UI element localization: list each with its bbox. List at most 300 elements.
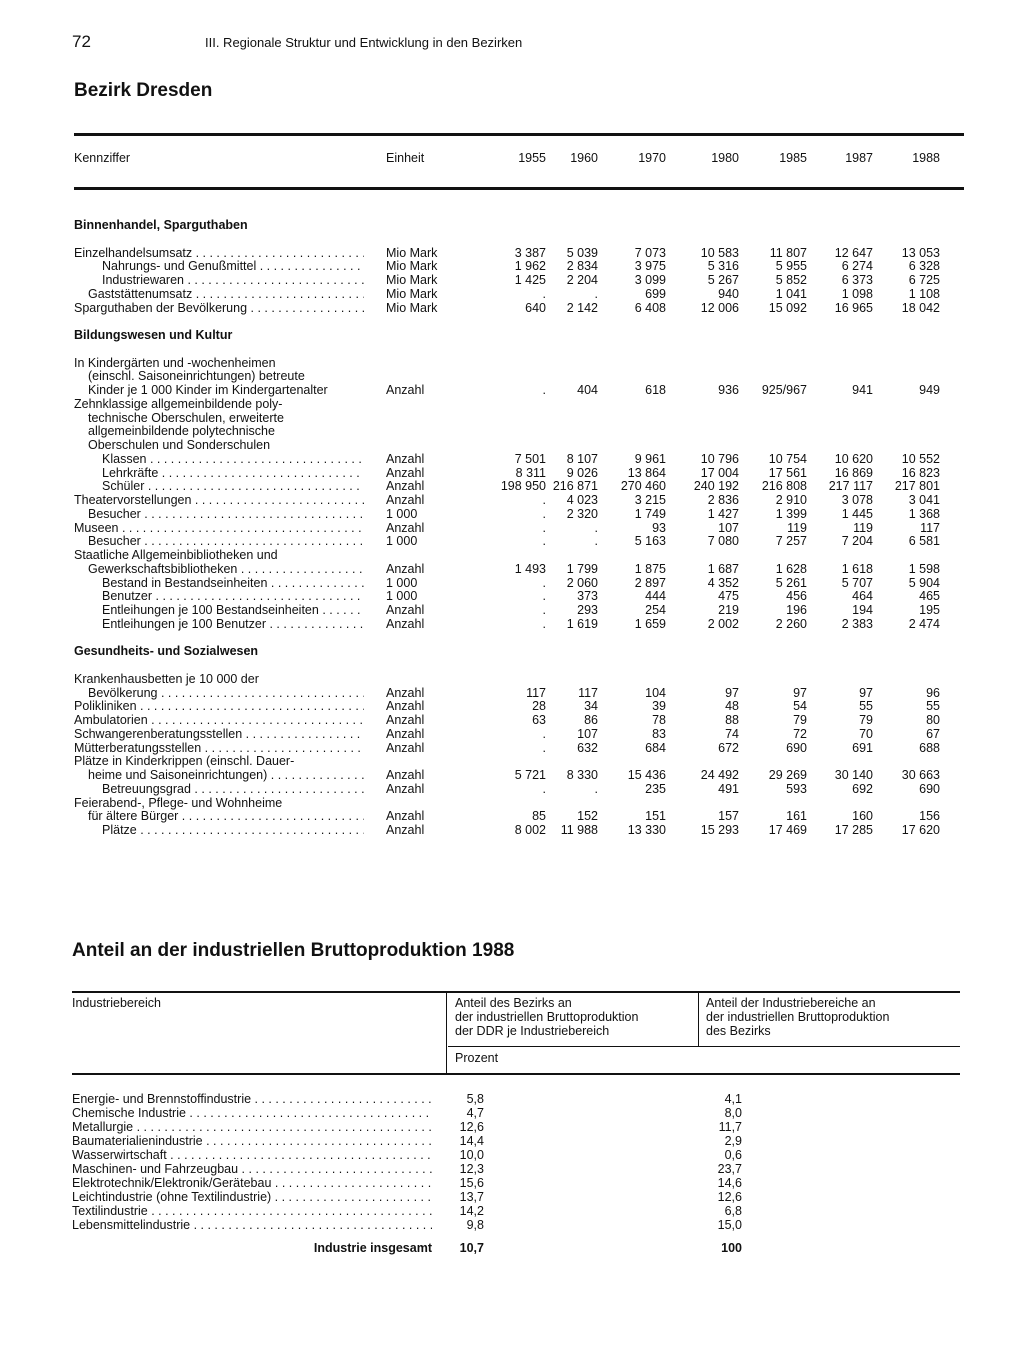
table-row	[72, 1106, 972, 1120]
row-label: Entleihungen je 100 Bestandseinheiten . . .	[74, 604, 364, 618]
cell-value: 691	[852, 740, 873, 755]
cell-value: 161	[786, 809, 807, 824]
cell-value: 119	[787, 520, 807, 535]
cell-value: 10 796	[700, 451, 739, 466]
cell-value: 79	[859, 713, 873, 727]
row-label: Energie- und Brennstoffindustrie . . .	[72, 1092, 432, 1106]
cell-value: 83	[652, 726, 666, 741]
row-unit: Anzahl	[386, 740, 425, 755]
row-label: Oberschulen und Sonderschulen	[88, 439, 271, 452]
row-label: Bestand in Bestandseinheiten . . .	[74, 577, 364, 591]
table2-header-line: der industriellen Bruttoproduktion	[706, 1010, 890, 1024]
cell-anteil-bezirk: 4,7	[466, 1106, 484, 1120]
cell-value: 6 373	[841, 273, 873, 287]
cell-value: 97	[793, 685, 807, 700]
cell-value: 79	[793, 713, 807, 727]
table-top-rule	[74, 133, 964, 136]
table-row	[74, 439, 964, 453]
table-bruttoproduktion	[72, 1092, 972, 1255]
cell-value: 24 492	[700, 768, 739, 782]
cell-value: 15 092	[768, 300, 807, 315]
row-unit: Mio Mark	[386, 259, 438, 274]
row-unit: Mio Mark	[386, 300, 438, 315]
cell-value: 107	[577, 726, 598, 741]
table2-header-industriebereich: Industriebereich	[72, 996, 161, 1010]
cell-value: 1 041	[775, 286, 807, 301]
cell-anteil-industriebereich: 0,6	[724, 1148, 742, 1162]
cell-value: 3 387	[514, 245, 546, 260]
table2-divider-1	[446, 993, 447, 1075]
table-row	[72, 1148, 972, 1162]
cell-value: 10 583	[700, 245, 739, 260]
cell-anteil-bezirk: 5,8	[466, 1092, 484, 1106]
cell-value: 6 328	[908, 259, 940, 274]
cell-value: 117	[526, 685, 546, 700]
table-row	[74, 260, 964, 274]
cell-value: 152	[577, 809, 598, 824]
row-label: Feierabend-, Pflege- und Wohnheime	[74, 796, 283, 810]
cell-value: 216 808	[761, 479, 807, 494]
cell-value: 936	[718, 383, 739, 397]
cell-value: 3 041	[908, 493, 940, 507]
cell-value: 97	[859, 685, 873, 700]
cell-value: .	[542, 726, 546, 741]
section-title-bruttoproduktion: Anteil an der industriellen Bruttoproduktion 1988	[72, 940, 515, 961]
cell-value: 17 561	[768, 465, 807, 480]
cell-anteil-industriebereich: 4,1	[724, 1092, 742, 1106]
cell-value: 2 060	[566, 575, 598, 590]
cell-value: 217 801	[894, 479, 940, 494]
cell-value: 196	[786, 603, 807, 617]
cell-anteil-bezirk: 14,2	[459, 1204, 484, 1218]
row-unit: Anzahl	[386, 685, 425, 700]
cell-value: 940	[718, 286, 739, 301]
cell-value: 11 988	[560, 823, 598, 837]
cell-value: 16 965	[834, 300, 873, 315]
column-header-1970: 1970	[638, 151, 666, 165]
cell-value: 1 659	[634, 616, 666, 631]
cell-value: 2 834	[566, 259, 598, 274]
cell-value: 692	[852, 781, 873, 796]
row-unit: 1 000	[386, 589, 418, 604]
table-row	[74, 563, 964, 577]
table-row	[74, 302, 964, 316]
cell-anteil-bezirk: 13,7	[459, 1190, 484, 1204]
row-unit: Anzahl	[386, 768, 425, 782]
table-row	[74, 370, 964, 384]
total-row	[72, 1241, 972, 1255]
cell-value: 7 073	[634, 245, 666, 260]
cell-value: 63	[532, 713, 546, 727]
cell-value: 6 581	[908, 534, 940, 549]
cell-value: 5 904	[908, 575, 940, 590]
row-label: Sparguthaben der Bevölkerung . . .	[74, 302, 364, 316]
cell-anteil-industriebereich: 11,7	[718, 1120, 742, 1134]
cell-value: 593	[786, 781, 807, 796]
row-label: Industriewaren . . .	[74, 274, 364, 288]
cell-anteil-bezirk: 9,8	[466, 1218, 484, 1232]
row-unit: Anzahl	[386, 781, 425, 796]
table-row	[74, 700, 964, 714]
table2-header-line: der DDR je Industriebereich	[455, 1024, 610, 1038]
cell-value: 10 620	[834, 451, 873, 466]
cell-anteil-industriebereich: 14,6	[717, 1176, 742, 1190]
cell-value: 925/967	[761, 383, 807, 397]
row-label: Polikliniken . . .	[74, 700, 364, 714]
row-label: Staatliche Allgemeinbibliotheken und	[74, 549, 278, 562]
section-heading: Binnenhandel, Sparguthaben	[74, 218, 248, 232]
cell-value: 80	[926, 713, 940, 727]
cell-value: 684	[645, 740, 666, 755]
cell-value: 86	[584, 713, 598, 727]
cell-value: 13 864	[627, 465, 666, 480]
cell-value: 198 950	[500, 479, 546, 494]
cell-anteil-industriebereich: 15,0	[717, 1218, 742, 1232]
cell-value: .	[542, 493, 546, 507]
cell-anteil-industriebereich: 8,0	[724, 1106, 742, 1120]
cell-value: 6 274	[841, 259, 873, 274]
cell-value: 10 754	[768, 451, 807, 466]
table2-unit-prozent: Prozent	[455, 1051, 499, 1065]
table-row	[74, 590, 964, 604]
cell-value: 117	[578, 685, 598, 700]
row-unit: Mio Mark	[386, 245, 438, 260]
table-row	[72, 1204, 972, 1218]
cell-value: 8 002	[514, 823, 546, 837]
page-title: Bezirk Dresden	[74, 80, 213, 101]
cell-value: 2 002	[707, 616, 739, 631]
row-label: Textilindustrie . . .	[72, 1204, 432, 1218]
table-header-rule	[74, 187, 964, 190]
column-header-kennziffer: Kennziffer	[74, 151, 131, 165]
cell-anteil-industriebereich: 6,8	[724, 1204, 742, 1218]
cell-value: 444	[645, 589, 666, 604]
table2-header-line: Anteil der Industriebereiche an	[706, 996, 876, 1010]
cell-value: 1 628	[775, 561, 807, 576]
cell-value: 194	[852, 603, 873, 617]
cell-value: 688	[919, 740, 940, 755]
cell-value: 219	[718, 603, 739, 617]
cell-value: 48	[725, 699, 739, 714]
cell-value: 7 204	[841, 534, 873, 549]
cell-value: 2 260	[775, 616, 807, 631]
cell-value: 1 799	[566, 561, 598, 576]
cell-value: 3 078	[841, 493, 873, 507]
cell-anteil-bezirk: 10,0	[459, 1148, 484, 1162]
row-unit: Anzahl	[386, 493, 425, 507]
cell-value: 690	[786, 740, 807, 755]
cell-anteil-industriebereich: 12,6	[717, 1190, 742, 1204]
row-unit: Anzahl	[386, 520, 425, 535]
cell-value: 465	[919, 589, 940, 604]
row-label: Wasserwirtschaft . . .	[72, 1148, 432, 1162]
row-label: Nahrungs- und Genußmittel . . .	[74, 260, 364, 274]
table-row	[74, 384, 964, 398]
cell-value: 1 618	[841, 561, 873, 576]
cell-value: 34	[584, 699, 598, 714]
cell-value: 30 140	[834, 768, 873, 782]
cell-value: 632	[577, 740, 598, 755]
cell-value: 93	[652, 520, 666, 535]
cell-value: 5 039	[566, 245, 598, 260]
row-unit: Anzahl	[386, 561, 425, 576]
cell-value: .	[594, 781, 598, 796]
table-row	[74, 687, 964, 701]
cell-value: 107	[718, 520, 739, 535]
cell-anteil-bezirk: 14,4	[459, 1134, 484, 1148]
row-label: Metallurgie . . .	[72, 1120, 432, 1134]
cell-value: 16 869	[834, 465, 873, 480]
cell-value: 104	[645, 685, 666, 700]
cell-value: 1 749	[634, 506, 666, 521]
row-label: Museen . . .	[74, 522, 364, 536]
cell-value: 404	[577, 383, 598, 397]
cell-value: 3 099	[634, 273, 666, 287]
cell-value: 6 408	[634, 300, 666, 315]
cell-value: 12 006	[700, 300, 739, 315]
row-label: heime und Saisoneinrichtungen) . . .	[74, 769, 364, 783]
cell-value: 1 687	[707, 561, 739, 576]
cell-value: 9 026	[566, 465, 598, 480]
table-row	[74, 467, 964, 481]
cell-value: 12 647	[834, 245, 873, 260]
cell-value: .	[542, 781, 546, 796]
cell-value: 70	[859, 726, 873, 741]
cell-value: 157	[718, 809, 739, 824]
cell-value: 240 192	[693, 479, 739, 494]
chapter-heading: III. Regionale Struktur und Entwicklung in den Bezirken	[205, 35, 523, 50]
column-header-1955: 1955	[518, 151, 546, 165]
table2-header-rule	[72, 1073, 960, 1075]
table-row	[74, 824, 964, 838]
section-heading: Gesundheits- und Sozialwesen	[74, 644, 259, 659]
cell-anteil-bezirk: 12,6	[459, 1120, 484, 1134]
table2-header-line: des Bezirks	[706, 1024, 771, 1038]
table-row	[74, 673, 964, 687]
row-unit: Anzahl	[386, 479, 425, 494]
table-row	[72, 1218, 972, 1232]
cell-value: 2 320	[566, 506, 598, 521]
cell-value: .	[542, 575, 546, 590]
cell-value: 672	[718, 740, 739, 755]
table-row	[74, 494, 964, 508]
cell-value: 949	[919, 383, 940, 397]
cell-value: 17 004	[700, 465, 739, 480]
row-label: Plätze in Kinderkrippen (einschl. Dauer-	[74, 755, 295, 769]
table2-header-line: Anteil des Bezirks an	[455, 996, 572, 1010]
cell-value: 1 098	[841, 286, 873, 301]
cell-value: 456	[786, 589, 807, 604]
cell-value: 55	[859, 699, 873, 714]
column-header-1960: 1960	[570, 151, 598, 165]
cell-value: 4 352	[707, 575, 739, 590]
table-spacer	[74, 632, 964, 646]
row-label: allgemeinbildende polytechnische	[88, 425, 275, 439]
total-anteil-industriebereich: 100	[721, 1241, 742, 1255]
cell-value: 5 163	[634, 534, 666, 549]
cell-value: 96	[926, 685, 940, 700]
table-spacer	[74, 659, 964, 673]
page-number: 72	[72, 32, 91, 51]
table-row	[72, 1092, 972, 1106]
cell-value: 29 269	[768, 768, 807, 782]
cell-value: 373	[577, 589, 598, 604]
cell-value: 7 501	[514, 451, 546, 466]
table-bezirk-dresden	[74, 219, 964, 838]
cell-value: .	[542, 286, 546, 301]
cell-value: 7 080	[707, 534, 739, 549]
cell-value: 2 897	[634, 575, 666, 590]
table-row	[74, 577, 964, 591]
row-label: Einzelhandelsumsatz . . .	[74, 247, 364, 261]
cell-value: .	[542, 616, 546, 631]
cell-value: 151	[645, 809, 666, 824]
row-unit: 1 000	[386, 575, 418, 590]
cell-value: 5 721	[514, 768, 546, 782]
row-label: Schwangerenberatungsstellen . . .	[74, 728, 364, 742]
cell-value: 54	[793, 699, 807, 714]
table-row	[74, 357, 964, 371]
cell-value: 1 962	[514, 259, 546, 274]
row-label: Kinder je 1 000 Kinder im Kindergartenalter	[88, 384, 328, 397]
cell-anteil-bezirk: 15,6	[459, 1176, 484, 1190]
cell-value: 1 368	[908, 506, 940, 521]
row-unit: Anzahl	[386, 603, 425, 617]
table-row	[74, 769, 964, 783]
table-spacer	[74, 315, 964, 329]
cell-value: .	[594, 286, 598, 301]
cell-value: 618	[645, 383, 666, 397]
cell-value: 5 261	[775, 575, 807, 590]
cell-value: 4 023	[566, 493, 598, 507]
table-row	[74, 247, 964, 261]
column-header-1980: 1980	[711, 151, 739, 165]
cell-value: .	[542, 740, 546, 755]
cell-value: 216 871	[552, 479, 598, 494]
row-label: Theatervorstellungen . . .	[74, 494, 364, 508]
table-row	[72, 1162, 972, 1176]
cell-value: 640	[525, 300, 546, 315]
cell-value: 1 493	[514, 561, 546, 576]
cell-value: 28	[532, 699, 546, 714]
table-spacer	[74, 233, 964, 247]
row-unit: Anzahl	[386, 465, 425, 480]
row-unit: Anzahl	[386, 451, 425, 466]
row-label: Baumaterialienindustrie . . .	[72, 1134, 432, 1148]
cell-value: 6 725	[908, 273, 940, 287]
cell-value: 3 975	[634, 259, 666, 274]
cell-value: 5 316	[707, 259, 739, 274]
cell-value: .	[542, 506, 546, 521]
cell-value: 475	[718, 589, 739, 604]
row-unit: Anzahl	[386, 713, 425, 727]
cell-value: 74	[725, 726, 739, 741]
table-row	[74, 549, 964, 563]
cell-value: .	[542, 383, 546, 397]
row-label: Besucher . . .	[74, 535, 364, 549]
row-label: Klassen . . .	[74, 453, 364, 467]
table-row	[74, 274, 964, 288]
cell-value: 270 460	[620, 479, 666, 494]
cell-value: 18 042	[901, 300, 940, 315]
row-unit: Mio Mark	[386, 286, 438, 301]
cell-value: 464	[852, 589, 873, 604]
column-header-einheit: Einheit	[386, 151, 425, 165]
row-label: Besucher . . .	[74, 508, 364, 522]
cell-value: 119	[853, 520, 873, 535]
row-unit: Anzahl	[386, 616, 425, 631]
cell-value: 690	[919, 781, 940, 796]
table-row	[74, 797, 964, 811]
cell-value: 1 425	[514, 273, 546, 287]
table-row	[72, 1190, 972, 1204]
table-row	[72, 1120, 972, 1134]
cell-value: 78	[652, 713, 666, 727]
row-label: Gaststättenumsatz . . .	[74, 288, 364, 302]
cell-value: 13 330	[627, 823, 666, 837]
cell-value: 2 383	[841, 616, 873, 631]
table-row	[74, 604, 964, 618]
table-row	[74, 425, 964, 439]
cell-value: 1 108	[908, 286, 940, 301]
cell-value: 2 836	[707, 493, 739, 507]
cell-value: 254	[645, 603, 666, 617]
table-row	[74, 714, 964, 728]
cell-value: 117	[920, 520, 940, 535]
total-anteil-bezirk: 10,7	[459, 1241, 484, 1255]
row-unit: 1 000	[386, 534, 418, 549]
row-label: Betreuungsgrad . . .	[74, 783, 364, 797]
cell-value: .	[542, 520, 546, 535]
cell-value: .	[594, 520, 598, 535]
table-row	[74, 412, 964, 426]
cell-value: 2 910	[775, 493, 807, 507]
row-label: Chemische Industrie . . .	[72, 1106, 432, 1120]
cell-value: 10 552	[901, 451, 940, 466]
table-row	[74, 728, 964, 742]
row-unit: Anzahl	[386, 823, 425, 837]
cell-value: 15 436	[627, 768, 666, 782]
table-row	[74, 618, 964, 632]
table2-sub-rule	[448, 1046, 960, 1047]
column-header-1988: 1988	[912, 151, 940, 165]
row-label: Entleihungen je 100 Benutzer . . .	[74, 618, 364, 632]
cell-value: 8 330	[566, 768, 598, 782]
cell-value: 13 053	[901, 245, 940, 260]
cell-value: 72	[793, 726, 807, 741]
cell-value: 5 267	[707, 273, 739, 287]
cell-value: 1 399	[775, 506, 807, 521]
row-unit: Anzahl	[386, 383, 425, 397]
cell-value: 5 707	[841, 575, 873, 590]
row-label: Maschinen- und Fahrzeugbau . . .	[72, 1162, 432, 1176]
table2-top-rule	[72, 991, 960, 993]
cell-value: 67	[926, 726, 940, 741]
cell-value: 2 474	[908, 616, 940, 631]
row-label: Mütterberatungsstellen . . .	[74, 742, 364, 756]
table-row	[74, 535, 964, 549]
table-row	[74, 783, 964, 797]
table-spacer	[74, 343, 964, 357]
cell-value: .	[542, 534, 546, 549]
cell-value: 88	[725, 713, 739, 727]
cell-value: .	[542, 603, 546, 617]
cell-value: 235	[645, 781, 666, 796]
cell-value: 5 852	[775, 273, 807, 287]
table-row	[74, 742, 964, 756]
cell-value: 941	[852, 383, 873, 397]
total-label: Industrie insgesamt	[313, 1241, 432, 1255]
